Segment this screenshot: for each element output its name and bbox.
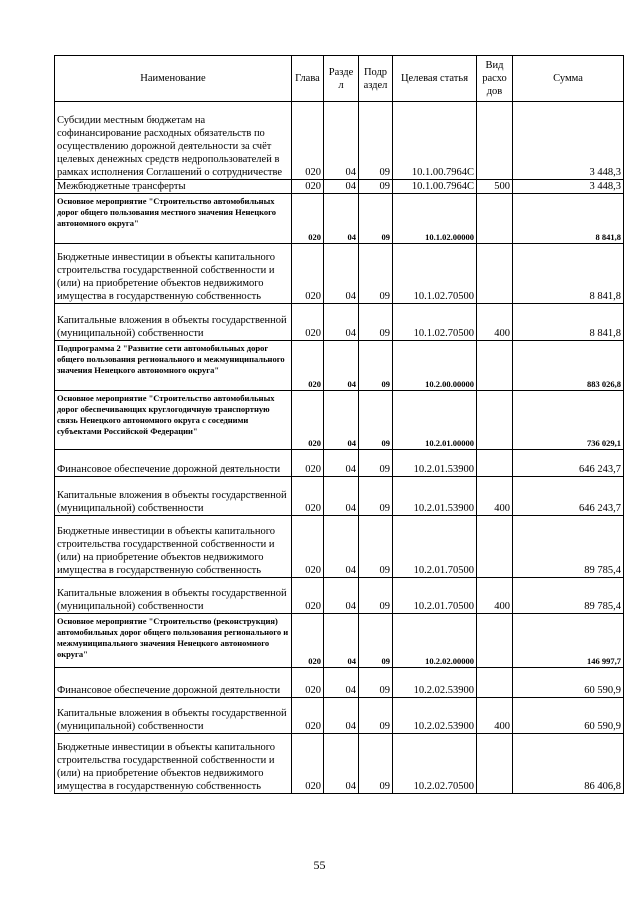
row-target: 10.2.01.70500 <box>393 578 477 614</box>
row-section: 04 <box>324 194 359 244</box>
row-section: 04 <box>324 244 359 304</box>
header-expense-type: Вид расхо дов <box>477 56 513 102</box>
row-subsection: 09 <box>359 180 393 194</box>
row-chapter: 020 <box>292 180 324 194</box>
row-name: Субсидии местным бюджетам на софинансирование расходных обязательств по осуществлению дорожной деятельности за счёт целевых денежных средств недропользователей в рамках исполнения Соглашений о сотрудничестве <box>55 102 292 180</box>
row-name: Бюджетные инвестиции в объекты капитального строительства государственной собственности и (или) на приобретение объектов недвижимого имущества в государственную собственность <box>55 244 292 304</box>
row-target: 10.2.01.53900 <box>393 477 477 516</box>
row-sum: 8 841,8 <box>513 304 624 341</box>
table-row <box>55 614 624 668</box>
row-target: 10.2.01.53900 <box>393 450 477 477</box>
header-name: Наименование <box>55 56 292 102</box>
row-sum: 736 029,1 <box>513 391 624 450</box>
row-type <box>477 102 513 180</box>
row-name: Финансовое обеспечение дорожной деятельности <box>55 450 292 477</box>
row-chapter: 020 <box>292 304 324 341</box>
row-subsection: 09 <box>359 668 393 698</box>
header-chapter: Глава <box>292 56 324 102</box>
table-row <box>55 668 624 698</box>
row-target: 10.1.00.7964С <box>393 102 477 180</box>
row-sum: 646 243,7 <box>513 477 624 516</box>
row-section: 04 <box>324 450 359 477</box>
row-name: Основное мероприятие "Строительство (реконструкция) автомобильных дорог общего пользования регионального и межмуниципального значения Ненецкого автономного округа" <box>55 614 292 668</box>
row-sum: 60 590,9 <box>513 698 624 734</box>
row-section: 04 <box>324 614 359 668</box>
row-type <box>477 391 513 450</box>
header-section: Разде л <box>324 56 359 102</box>
table-row <box>55 341 624 391</box>
table-row <box>55 194 624 244</box>
row-target: 10.1.02.70500 <box>393 304 477 341</box>
table-row <box>55 244 624 304</box>
row-sum: 86 406,8 <box>513 734 624 794</box>
row-chapter: 020 <box>292 614 324 668</box>
row-subsection: 09 <box>359 194 393 244</box>
row-subsection: 09 <box>359 102 393 180</box>
row-chapter: 020 <box>292 516 324 578</box>
row-type: 400 <box>477 698 513 734</box>
row-subsection: 09 <box>359 734 393 794</box>
table-row <box>55 477 624 516</box>
row-section: 04 <box>324 734 359 794</box>
row-sum: 89 785,4 <box>513 516 624 578</box>
row-type: 400 <box>477 304 513 341</box>
row-name: Основное мероприятие "Строительство автомобильных дорог общего пользования местного значения Ненецкого автономного округа" <box>55 194 292 244</box>
table-row <box>55 102 624 180</box>
row-target: 10.2.02.53900 <box>393 668 477 698</box>
table-row <box>55 304 624 341</box>
header-sum: Сумма <box>513 56 624 102</box>
row-section: 04 <box>324 341 359 391</box>
row-chapter: 020 <box>292 698 324 734</box>
table-row <box>55 734 624 794</box>
row-name: Межбюджетные трансферты <box>55 180 292 194</box>
row-chapter: 020 <box>292 450 324 477</box>
table-row <box>55 180 624 194</box>
row-subsection: 09 <box>359 391 393 450</box>
row-target: 10.1.02.00000 <box>393 194 477 244</box>
row-chapter: 020 <box>292 477 324 516</box>
row-type <box>477 450 513 477</box>
row-chapter: 020 <box>292 341 324 391</box>
row-section: 04 <box>324 516 359 578</box>
table-row <box>55 578 624 614</box>
row-name: Финансовое обеспечение дорожной деятельности <box>55 668 292 698</box>
row-subsection: 09 <box>359 614 393 668</box>
row-type: 400 <box>477 477 513 516</box>
row-name: Основное мероприятие "Строительство автомобильных дорог обеспечивающих круглогодичную транспортную связь Ненецкого автономного округа с соседними субъектами Российской Федерации" <box>55 391 292 450</box>
row-sum: 89 785,4 <box>513 578 624 614</box>
row-sum: 646 243,7 <box>513 450 624 477</box>
row-section: 04 <box>324 477 359 516</box>
row-target: 10.2.01.00000 <box>393 391 477 450</box>
table-row <box>55 698 624 734</box>
row-chapter: 020 <box>292 734 324 794</box>
header-subsection: Подр аздел <box>359 56 393 102</box>
row-type <box>477 516 513 578</box>
header-row <box>55 56 624 102</box>
row-subsection: 09 <box>359 578 393 614</box>
row-section: 04 <box>324 391 359 450</box>
row-section: 04 <box>324 102 359 180</box>
row-type: 400 <box>477 578 513 614</box>
row-sum: 883 026,8 <box>513 341 624 391</box>
row-target: 10.2.02.00000 <box>393 614 477 668</box>
row-section: 04 <box>324 578 359 614</box>
row-chapter: 020 <box>292 194 324 244</box>
row-type <box>477 194 513 244</box>
row-sum: 8 841,8 <box>513 194 624 244</box>
row-type <box>477 341 513 391</box>
row-chapter: 020 <box>292 391 324 450</box>
row-subsection: 09 <box>359 698 393 734</box>
row-sum: 3 448,3 <box>513 180 624 194</box>
row-section: 04 <box>324 668 359 698</box>
budget-table <box>54 55 624 794</box>
row-type <box>477 614 513 668</box>
row-section: 04 <box>324 180 359 194</box>
table-row <box>55 450 624 477</box>
row-type <box>477 734 513 794</box>
row-sum: 146 997,7 <box>513 614 624 668</box>
row-chapter: 020 <box>292 244 324 304</box>
row-section: 04 <box>324 304 359 341</box>
row-name: Бюджетные инвестиции в объекты капитального строительства государственной собственности и (или) на приобретение объектов недвижимого имущества в государственную собственность <box>55 734 292 794</box>
row-subsection: 09 <box>359 516 393 578</box>
table-row <box>55 391 624 450</box>
row-section: 04 <box>324 698 359 734</box>
row-chapter: 020 <box>292 578 324 614</box>
row-name: Капитальные вложения в объекты государственной (муниципальной) собственности <box>55 698 292 734</box>
row-target: 10.1.00.7964С <box>393 180 477 194</box>
row-type <box>477 668 513 698</box>
header-target: Целевая статья <box>393 56 477 102</box>
row-subsection: 09 <box>359 341 393 391</box>
page-number: 55 <box>313 858 326 872</box>
row-target: 10.2.00.00000 <box>393 341 477 391</box>
row-subsection: 09 <box>359 304 393 341</box>
row-name: Капитальные вложения в объекты государственной (муниципальной) собственности <box>55 477 292 516</box>
row-target: 10.2.01.70500 <box>393 516 477 578</box>
row-subsection: 09 <box>359 244 393 304</box>
row-chapter: 020 <box>292 102 324 180</box>
row-target: 10.1.02.70500 <box>393 244 477 304</box>
row-name: Подпрограмма 2 "Развитие сети автомобильных дорог общего пользования регионального и межмуниципального значения Ненецкого автономного округа" <box>55 341 292 391</box>
row-name: Бюджетные инвестиции в объекты капитального строительства государственной собственности и (или) на приобретение объектов недвижимого имущества в государственную собственность <box>55 516 292 578</box>
row-type <box>477 244 513 304</box>
row-name: Капитальные вложения в объекты государственной (муниципальной) собственности <box>55 578 292 614</box>
row-sum: 3 448,3 <box>513 102 624 180</box>
row-target: 10.2.02.53900 <box>393 698 477 734</box>
table-row <box>55 516 624 578</box>
row-subsection: 09 <box>359 450 393 477</box>
row-sum: 8 841,8 <box>513 244 624 304</box>
row-subsection: 09 <box>359 477 393 516</box>
row-type: 500 <box>477 180 513 194</box>
row-name: Капитальные вложения в объекты государственной (муниципальной) собственности <box>55 304 292 341</box>
row-chapter: 020 <box>292 668 324 698</box>
row-sum: 60 590,9 <box>513 668 624 698</box>
row-target: 10.2.02.70500 <box>393 734 477 794</box>
